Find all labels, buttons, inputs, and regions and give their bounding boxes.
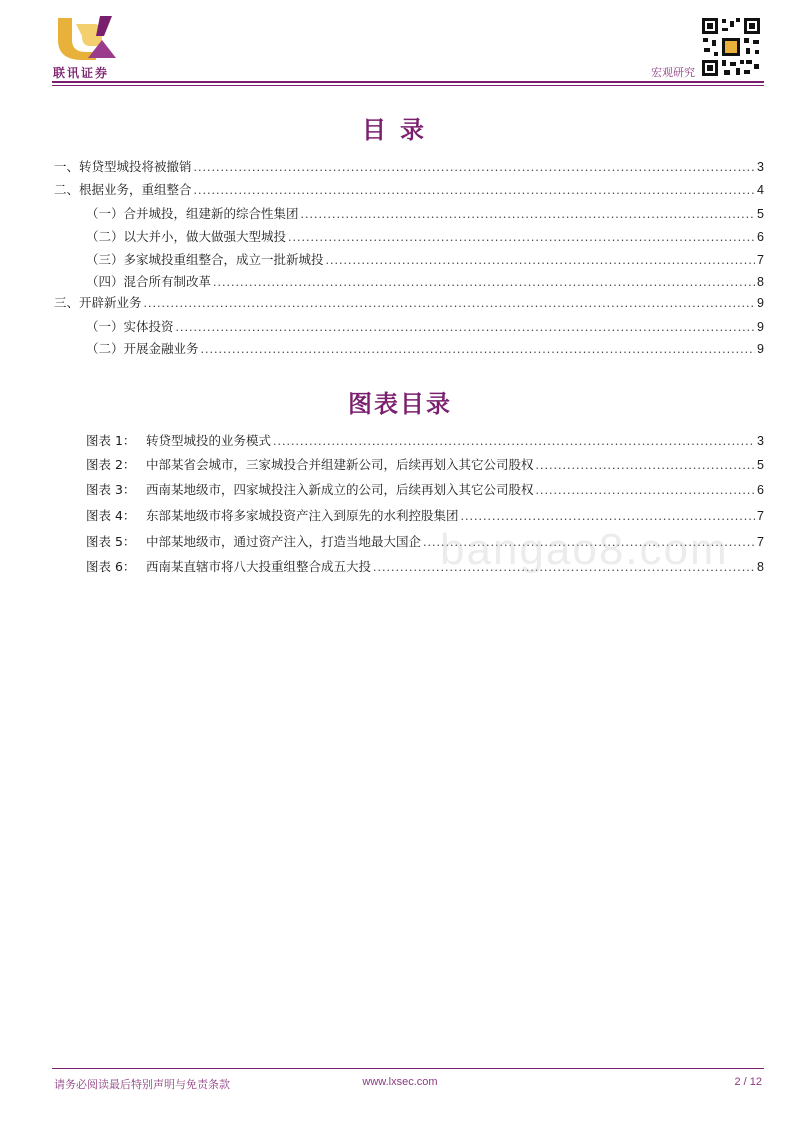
toc-entry-text: （一）实体投资 bbox=[86, 319, 174, 334]
toc-entry-page: 7 bbox=[757, 253, 764, 267]
figure-entry[interactable] bbox=[86, 432, 764, 450]
toc-entry-page: 9 bbox=[757, 342, 764, 356]
figure-entry[interactable] bbox=[86, 507, 764, 525]
figure-entry[interactable] bbox=[86, 456, 764, 474]
leader-dots bbox=[536, 482, 756, 500]
toc-entry-text: （三）多家城投重组整合，成立一批新城投 bbox=[86, 252, 324, 267]
toc-entry[interactable] bbox=[54, 158, 764, 176]
header-divider-thin bbox=[52, 85, 764, 86]
figure-entry-label: 图表 2： bbox=[86, 457, 136, 472]
leader-dots bbox=[194, 182, 756, 200]
figure-entry-page: 3 bbox=[757, 434, 764, 448]
leader-dots bbox=[213, 274, 755, 292]
figure-entry-page: 7 bbox=[757, 509, 764, 523]
toc-entry-text: 一、转贷型城投将被撤销 bbox=[54, 159, 192, 174]
toc-entry-text: （二）开展金融业务 bbox=[86, 341, 199, 356]
toc-entry-text: （四）混合所有制改革 bbox=[86, 274, 212, 289]
toc-entry-page: 4 bbox=[757, 183, 764, 197]
figure-entry-page: 5 bbox=[757, 458, 764, 472]
leader-dots bbox=[194, 159, 756, 177]
leader-dots bbox=[288, 229, 755, 247]
figure-entry-label: 图表 4： bbox=[86, 508, 136, 523]
watermark: bangao8.com bbox=[440, 525, 729, 574]
figure-entry[interactable] bbox=[86, 481, 764, 499]
figure-entry-page: 7 bbox=[757, 535, 764, 549]
toc-entry[interactable] bbox=[86, 273, 764, 291]
figure-entry-text: 中部某省会城市，三家城投合并组建新公司，后续再划入其它公司股权 bbox=[146, 457, 534, 472]
qr-code-icon bbox=[700, 16, 762, 78]
leader-dots bbox=[144, 295, 756, 313]
figure-entry-page: 6 bbox=[757, 483, 764, 497]
toc-title: 目录 bbox=[362, 115, 438, 144]
leader-dots bbox=[326, 252, 756, 270]
brand-name: 联讯证券 bbox=[53, 66, 110, 80]
leader-dots bbox=[301, 206, 756, 224]
figure-entry-text: 西南某地级市，四家城投注入新成立的公司，后续再划入其它公司股权 bbox=[146, 482, 534, 497]
toc-entry-text: （一）合并城投，组建新的综合性集团 bbox=[86, 206, 299, 221]
toc-entry[interactable] bbox=[54, 294, 764, 312]
toc-entry-page: 5 bbox=[757, 207, 764, 221]
figure-list-title: 图表目录 bbox=[348, 389, 452, 418]
figure-entry-text: 转贷型城投的业务模式 bbox=[146, 433, 272, 448]
toc-entry[interactable] bbox=[54, 181, 764, 199]
toc-entry[interactable] bbox=[86, 318, 764, 336]
toc-entry-page: 9 bbox=[757, 320, 764, 334]
leader-dots bbox=[176, 319, 756, 337]
figure-entry-label: 图表 3： bbox=[86, 482, 136, 497]
toc-entry-text: 二、根据业务，重组整合 bbox=[54, 182, 192, 197]
figure-entry-label: 图表 6： bbox=[86, 559, 136, 574]
figure-entry-label: 图表 5： bbox=[86, 534, 136, 549]
toc-entry[interactable] bbox=[86, 205, 764, 223]
figure-entry-page: 8 bbox=[757, 560, 764, 574]
header-divider bbox=[52, 81, 764, 83]
page-number: 2 / 12 bbox=[734, 1076, 762, 1088]
section-tag: 宏观研究 bbox=[651, 66, 695, 79]
toc-entry[interactable] bbox=[86, 340, 764, 358]
figure-entry-text: 东部某地级市将多家城投资产注入到原先的水利控股集团 bbox=[146, 508, 459, 523]
leader-dots bbox=[461, 508, 756, 526]
toc-entry-text: 三、开辟新业务 bbox=[54, 295, 142, 310]
toc-entry-page: 3 bbox=[757, 160, 764, 174]
figure-entry-label: 图表 1： bbox=[86, 433, 136, 448]
toc-entry-text: （二）以大并小，做大做强大型城投 bbox=[86, 229, 287, 244]
toc-entry-page: 8 bbox=[757, 275, 764, 289]
figure-entry-text: 西南某直辖市将八大投重组整合成五大投 bbox=[146, 559, 372, 574]
figure-entry-text: 中部某地级市，通过资产注入，打造当地最大国企 bbox=[146, 534, 422, 549]
leader-dots bbox=[273, 433, 755, 451]
footer-website[interactable]: www.lxsec.com bbox=[362, 1076, 438, 1088]
toc-entry-page: 6 bbox=[757, 230, 764, 244]
toc-entry[interactable] bbox=[86, 251, 764, 269]
leader-dots bbox=[201, 341, 756, 359]
footer-divider bbox=[52, 1068, 764, 1069]
leader-dots bbox=[536, 457, 756, 475]
toc-entry[interactable] bbox=[86, 228, 764, 246]
footer-disclaimer: 请务必阅读最后特别声明与免责条款 bbox=[54, 1078, 230, 1091]
toc-entry-page: 9 bbox=[757, 296, 764, 310]
